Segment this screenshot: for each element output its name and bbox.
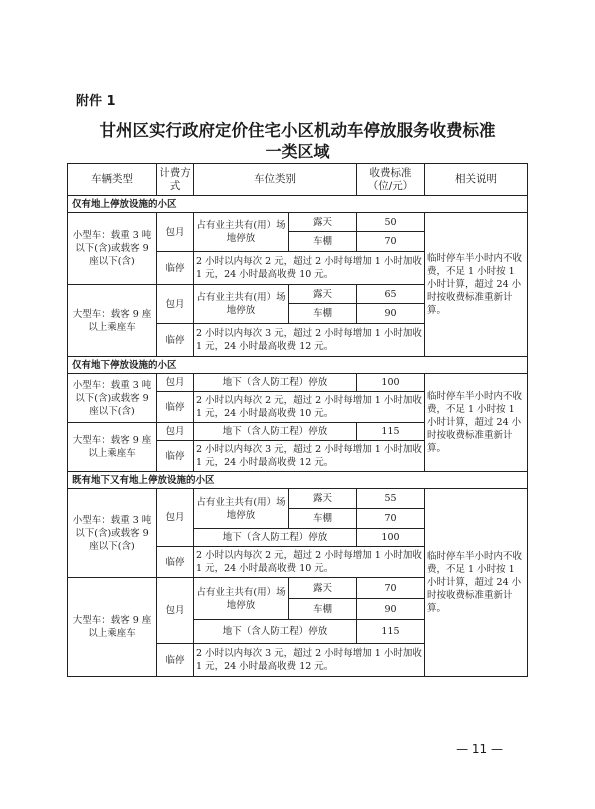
note-cell: 临时停车半小时内不收费，不足 1 小时按 1 小时计算，超过 24 小时按收费标准重新计算。 (425, 213, 528, 357)
space-cell: 占有业主共有(用）场地停放 (194, 285, 289, 324)
price-cell: 115 (357, 423, 425, 441)
space-sub-cell: 露天 (289, 578, 357, 599)
table-header-row (68, 164, 528, 196)
space-sub-cell: 露天 (289, 213, 357, 232)
price-cell: 100 (357, 374, 425, 392)
header-vehicle-type: 车辆类型 (68, 164, 157, 196)
method-cell: 包月 (157, 374, 194, 392)
method-cell: 包月 (157, 489, 194, 547)
note-cell: 临时停车半小时内不收费，不足 1 小时按 1 小时计算，超过 24 小时按收费标准重新计算。 (425, 374, 528, 472)
price-cell: 70 (357, 509, 425, 529)
price-cell: 70 (357, 578, 425, 599)
price-cell: 90 (357, 304, 425, 324)
document-title: 甘州区实行政府定价住宅小区机动车停放服务收费标准 (99, 121, 496, 140)
price-cell: 90 (357, 599, 425, 620)
price-cell: 50 (357, 213, 425, 232)
space-sub-cell: 车棚 (289, 509, 357, 529)
space-cell: 占有业主共有(用）场地停放 (194, 489, 289, 529)
price-cell: 115 (357, 620, 425, 644)
method-cell: 包月 (157, 285, 194, 324)
fee-table (67, 163, 528, 677)
method-cell: 包月 (157, 423, 194, 441)
space-sub-cell: 露天 (289, 489, 357, 509)
method-cell: 临停 (157, 392, 194, 423)
method-cell: 临停 (157, 324, 194, 357)
section-row (68, 357, 528, 374)
table-row (68, 374, 528, 392)
header-billing-method: 计费方式 (157, 164, 194, 196)
method-cell: 包月 (157, 213, 194, 252)
table-row (68, 213, 528, 232)
header-fee-standard: 收费标准（位/元） (357, 164, 425, 196)
method-cell: 包月 (157, 578, 194, 644)
temp-rule-cell: 2 小时以内每次 3 元，超过 2 小时每增加 1 小时加收 1 元，24 小时最高收费 12 元。 (194, 441, 425, 472)
price-cell: 100 (357, 529, 425, 547)
vehicle-cell: 大型车：载客 9 座以上乘座车 (68, 423, 157, 472)
section-title: 仅有地下停放设施的小区 (68, 357, 528, 374)
section-title: 仅有地上停放设施的小区 (68, 196, 528, 213)
space-cell: 占有业主共有(用）场地停放 (194, 213, 289, 252)
temp-rule-cell: 2 小时以内每次 3 元，超过 2 小时每增加 1 小时加收 1 元，24 小时最高收费 12 元。 (194, 644, 425, 677)
vehicle-cell: 大型车：载客 9 座以上乘座车 (68, 578, 157, 677)
attachment-label: 附件 1 (76, 94, 116, 109)
price-cell: 55 (357, 489, 425, 509)
temp-rule-cell: 2 小时以内每次 2 元，超过 2 小时每增加 1 小时加收 1 元，24 小时最高收费 10 元。 (194, 547, 425, 578)
temp-rule-cell: 2 小时以内每次 3 元，超过 2 小时每增加 1 小时加收 1 元，24 小时最高收费 12 元。 (194, 324, 425, 357)
page-number: — 11 — (456, 742, 503, 756)
space-cell: 地下（含人防工程）停放 (194, 423, 357, 441)
method-cell: 临停 (157, 644, 194, 677)
vehicle-cell: 小型车：载重 3 吨以下(含)或载客 9 座以下(含) (68, 489, 157, 578)
method-cell: 临停 (157, 252, 194, 285)
temp-rule-cell: 2 小时以内每次 2 元，超过 2 小时每增加 1 小时加收 1 元，24 小时最高收费 10 元。 (194, 252, 425, 285)
space-sub-cell: 车棚 (289, 304, 357, 324)
section-row (68, 196, 528, 213)
space-sub-cell: 露天 (289, 285, 357, 304)
method-cell: 临停 (157, 441, 194, 472)
price-cell: 65 (357, 285, 425, 304)
price-cell: 70 (357, 232, 425, 252)
space-cell: 地下（含人防工程）停放 (194, 620, 357, 644)
vehicle-cell: 小型车：载重 3 吨以下(含)或载客 9 座以下(含) (68, 374, 157, 423)
table-row (68, 489, 528, 509)
vehicle-cell: 大型车：载客 9 座以上乘座车 (68, 285, 157, 357)
note-cell: 临时停车半小时内不收费，不足 1 小时按 1 小时计算，超过 24 小时按收费标准重新计算。 (425, 489, 528, 677)
space-sub-cell: 车棚 (289, 599, 357, 620)
section-title: 既有地下又有地上停放设施的小区 (68, 472, 528, 489)
header-notes: 相关说明 (425, 164, 528, 196)
space-cell: 占有业主共有(用）场地停放 (194, 578, 289, 620)
section-row (68, 472, 528, 489)
space-cell: 地下（含人防工程）停放 (194, 529, 357, 547)
temp-rule-cell: 2 小时以内每次 2 元，超过 2 小时每增加 1 小时加收 1 元，24 小时最高收费 10 元。 (194, 392, 425, 423)
document-subtitle: 一类区域 (265, 142, 330, 161)
header-space-type: 车位类别 (194, 164, 357, 196)
space-sub-cell: 车棚 (289, 232, 357, 252)
vehicle-cell: 小型车：载重 3 吨以下(含)或载客 9 座以下(含) (68, 213, 157, 285)
method-cell: 临停 (157, 547, 194, 578)
space-cell: 地下（含人防工程）停放 (194, 374, 357, 392)
